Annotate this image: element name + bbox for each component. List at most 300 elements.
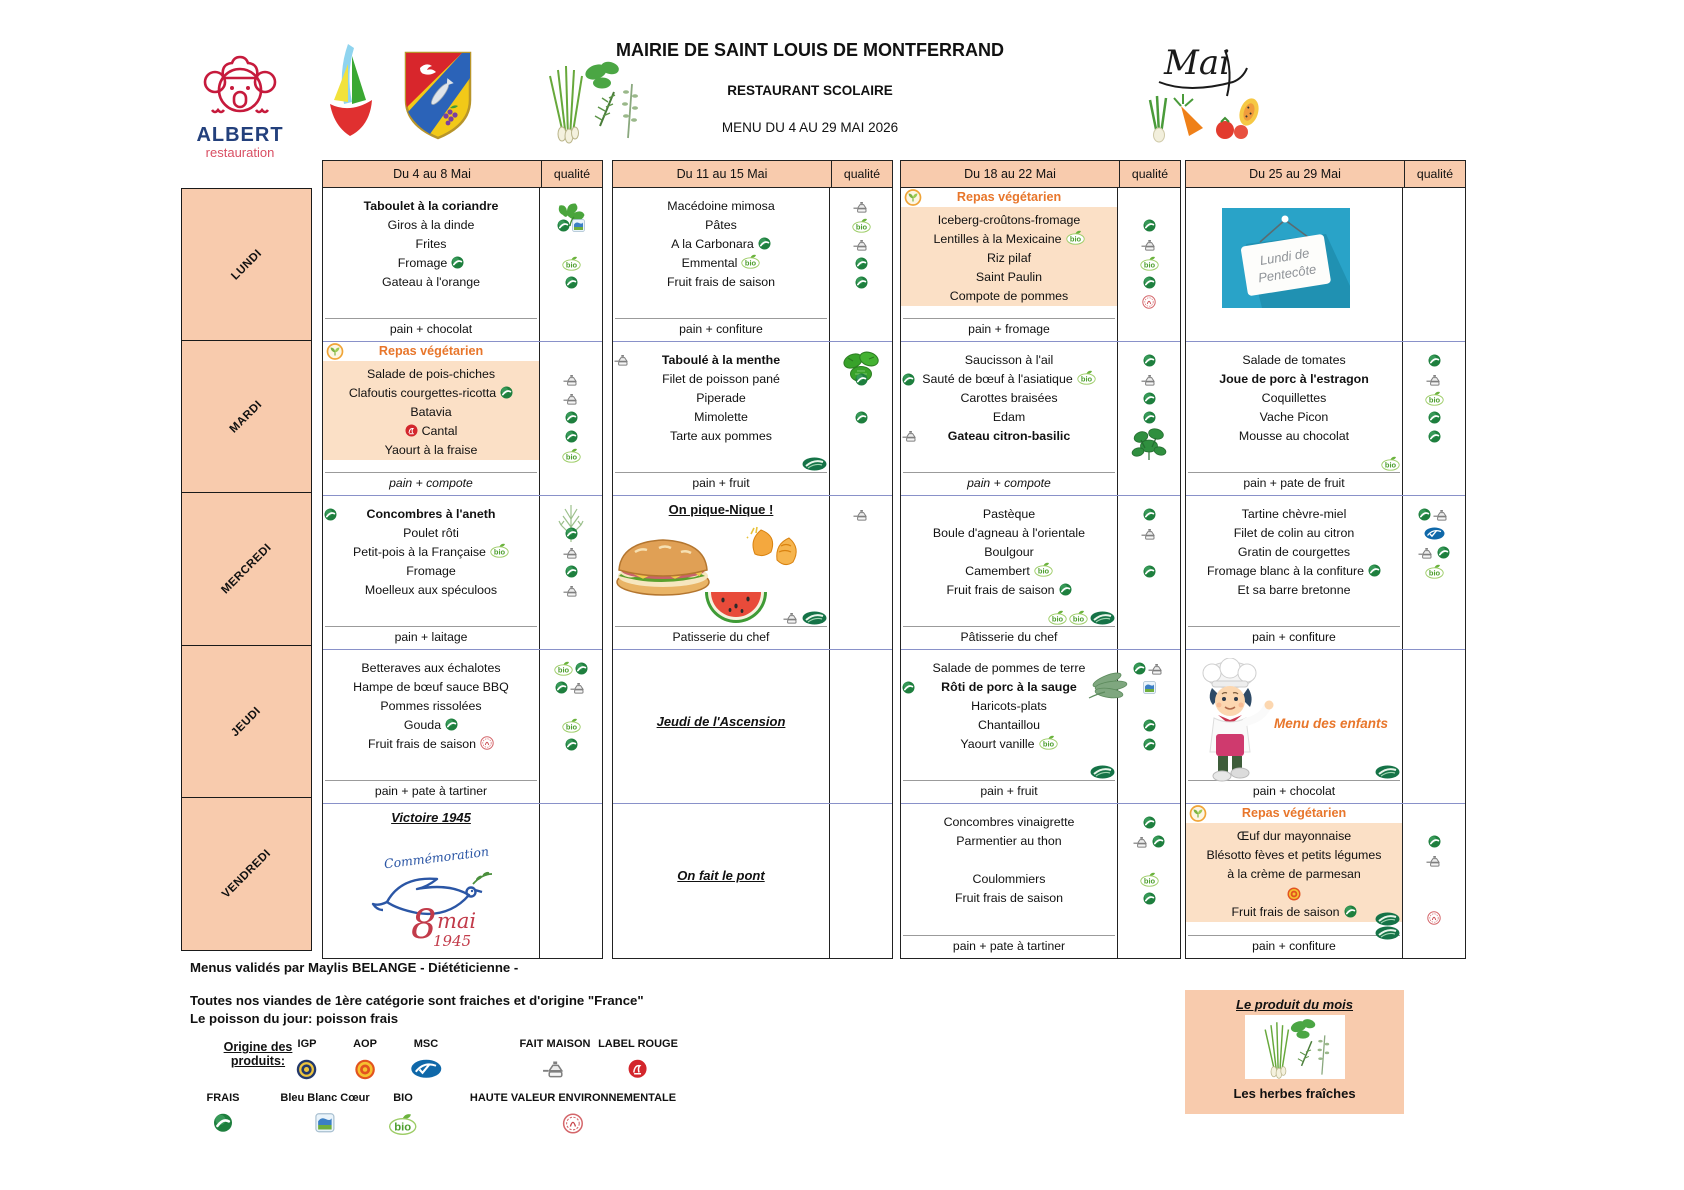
day-label-text: JEUDI <box>229 704 264 739</box>
vegetarian-meal-header <box>901 188 1117 207</box>
bio-icon <box>1066 230 1085 245</box>
menu-item <box>323 441 539 460</box>
menu-item <box>613 197 829 216</box>
menu-item <box>613 370 829 389</box>
bio-icon <box>741 254 760 269</box>
spacer <box>613 883 829 958</box>
legend-item-label-rouge <box>598 1038 678 1077</box>
menu-item-text: Moelleux aux spéculoos <box>364 583 498 597</box>
spacer <box>901 754 1117 780</box>
menu-content <box>323 650 540 803</box>
menu-items <box>901 496 1117 600</box>
fait-maison-icon <box>853 509 870 521</box>
quality-cell <box>540 804 602 958</box>
menu-item <box>901 716 1117 735</box>
quality-icons-row <box>540 273 602 292</box>
menu-item <box>323 678 539 697</box>
menu-item <box>901 697 1117 716</box>
quality-cell <box>830 496 892 649</box>
frais-icon <box>1428 430 1441 443</box>
bio-icon <box>562 448 581 463</box>
menu-item <box>901 287 1117 306</box>
menu-items <box>901 804 1117 908</box>
svg-text:8: 8 <box>411 902 437 948</box>
bbc-icon <box>1143 681 1156 694</box>
quality-icons-row <box>540 659 602 678</box>
mai-month-drawing-icon <box>1145 40 1263 151</box>
vegetarian-icon <box>1188 805 1208 822</box>
quality-cell <box>1118 188 1180 341</box>
day-label-mardi <box>181 340 312 494</box>
week-date-range: Du 11 au 15 Mai <box>613 161 832 187</box>
menu-items <box>323 650 539 754</box>
menu-item <box>1186 581 1402 600</box>
menu-item-text: Pâtes <box>705 218 737 232</box>
week-header <box>322 160 603 188</box>
frais-big-icon <box>802 457 827 471</box>
legend-item-bio <box>393 1092 413 1133</box>
legend-item-fait-maison <box>520 1038 591 1077</box>
menu-item <box>901 581 1117 600</box>
spacer <box>323 600 539 626</box>
quality-icons-row <box>830 581 892 600</box>
menu-content <box>901 496 1118 649</box>
fait-maison-icon <box>614 354 631 366</box>
menu-item <box>1186 505 1402 524</box>
menu-content <box>1186 650 1403 803</box>
menu-item-text: Haricots-plats <box>971 699 1047 713</box>
hve-icon <box>563 1113 584 1134</box>
basil-icon <box>1130 425 1168 463</box>
fait-maison-icon <box>563 585 580 597</box>
quality-icons-row <box>830 543 892 562</box>
week-header <box>612 160 893 188</box>
bio-icon <box>1069 610 1088 625</box>
chefboy-image <box>1192 658 1278 791</box>
menu-item-text: Frites <box>415 237 447 251</box>
menu-item-text: Joue de porc à l'estragon <box>1219 372 1369 386</box>
vegetarian-label: Repas végétarien <box>956 190 1062 204</box>
frais-icon <box>1143 354 1156 367</box>
quality-icons-row <box>1118 351 1180 370</box>
menu-content <box>613 188 830 341</box>
coat-of-arms-icon <box>402 50 474 147</box>
frais-icon <box>324 508 337 521</box>
svg-text:bio: bio <box>745 258 757 268</box>
menu-item <box>323 697 539 716</box>
menu-content <box>323 342 540 495</box>
quality-icons-row <box>540 678 602 697</box>
menu-item <box>901 851 1117 870</box>
special-note: Victoire 1945 <box>391 810 471 825</box>
menu-item-text: Pastèque <box>982 507 1036 521</box>
quality-icons-row <box>1118 735 1180 754</box>
quality-icons-row <box>1403 908 1465 927</box>
menu-item <box>613 351 829 370</box>
menu-item-text: Parmentier au thon <box>956 834 1062 848</box>
quality-icons-row <box>1118 292 1180 311</box>
menu-cell-jeudi <box>613 650 892 804</box>
fait-maison-icon <box>1141 239 1158 251</box>
quality-icons-row <box>1403 870 1465 889</box>
quality-icons-row <box>830 524 892 543</box>
menu-item-text: Batavia <box>410 405 452 419</box>
product-of-month-name: Les herbes fraîches <box>1233 1086 1356 1101</box>
frais-icon <box>902 373 915 386</box>
menu-item <box>613 389 829 408</box>
menu-cell-mardi <box>613 342 892 496</box>
quality-icons-row <box>540 254 602 273</box>
frais-icon <box>575 662 588 675</box>
quality-cell <box>830 188 892 341</box>
hve-icon <box>480 736 494 750</box>
quality-cell <box>540 188 602 341</box>
menu-item <box>1186 370 1402 389</box>
menu-item <box>901 524 1117 543</box>
menu-item-text: Poulet rôti <box>403 526 459 540</box>
menu-item <box>901 505 1117 524</box>
week-date-range: Du 4 au 8 Mai <box>323 161 542 187</box>
menu-content <box>1186 496 1403 649</box>
bio-icon <box>1381 456 1400 471</box>
menu-content <box>901 342 1118 495</box>
snack-footer: pain + compote <box>325 472 537 495</box>
snack-footer: pain + confiture <box>1188 626 1400 649</box>
menu-item <box>901 389 1117 408</box>
quality-cell <box>830 804 892 958</box>
menu-cell-vendredi <box>901 804 1180 958</box>
label-rouge-icon <box>628 1059 648 1079</box>
legend-label: IGP <box>297 1038 317 1050</box>
menu-item-text: Macédoine mimosa <box>667 199 775 213</box>
menu-item-text: Concombres vinaigrette <box>943 815 1075 829</box>
svg-text:Mai: Mai <box>1164 43 1230 83</box>
corner-quality-icons <box>1375 912 1400 940</box>
menu-items <box>1186 823 1402 922</box>
menu-item-text: Fromage blanc à la confiture <box>1206 564 1365 578</box>
dove-image <box>365 846 505 955</box>
svg-text:Lundi de: Lundi de <box>1258 245 1311 268</box>
bio-icon <box>1140 256 1159 271</box>
frais-icon <box>1368 564 1381 577</box>
menu-item-text: à la crème de parmesan <box>1227 867 1361 881</box>
msc-icon <box>410 1059 442 1079</box>
menu-cell-mardi <box>901 342 1180 496</box>
svg-text:bio: bio <box>1384 460 1397 470</box>
menu-item <box>323 524 539 543</box>
menu-item-text: Riz pilaf <box>986 251 1032 265</box>
menu-item-text: Salade de tomates <box>1242 353 1346 367</box>
bio-icon <box>852 218 871 233</box>
frais-icon <box>1152 835 1165 848</box>
menu-item <box>323 562 539 581</box>
spacer <box>323 292 539 318</box>
menu-content <box>613 650 830 803</box>
quality-icons-row <box>540 543 602 562</box>
quality-icons-row <box>1118 254 1180 273</box>
menu-item <box>613 254 829 273</box>
menu-item <box>901 543 1117 562</box>
snack-footer: Pâtisserie du chef <box>903 626 1115 649</box>
bio-icon <box>1034 562 1053 577</box>
svg-text:bio: bio <box>565 452 577 462</box>
quality-icons-row <box>1118 851 1180 870</box>
snack-footer: pain + chocolat <box>325 318 537 341</box>
menu-item-text: A la Carbonara <box>671 237 754 251</box>
menu-items <box>613 342 829 446</box>
menu-item-text: Fruit frais de saison <box>666 275 776 289</box>
menu-cell-lundi <box>901 188 1180 342</box>
menu-cell-mercredi <box>901 496 1180 650</box>
vegetarian-label: Repas végétarien <box>1241 806 1347 820</box>
svg-text:bio: bio <box>493 547 506 557</box>
menu-item-text: Tarte aux pommes <box>670 429 772 443</box>
corner-quality-icons <box>802 457 827 471</box>
menu-item <box>1186 427 1402 446</box>
menu-item-text: Fromage <box>406 564 456 578</box>
quality-icons-row <box>540 716 602 735</box>
fait-maison-icon <box>542 1060 568 1078</box>
menu-item <box>323 581 539 600</box>
menu-item <box>323 273 539 292</box>
menu-item-text: Clafoutis courgettes-ricotta <box>348 386 497 400</box>
menu-item <box>901 889 1117 908</box>
menu-item <box>1186 408 1402 427</box>
svg-text:bio: bio <box>1051 614 1064 624</box>
menu-item <box>323 716 539 735</box>
snack-footer: pain + pate à tartiner <box>325 780 537 803</box>
spacer <box>613 446 829 472</box>
menu-content <box>323 496 540 649</box>
corner-quality-icons <box>1381 456 1400 471</box>
quality-icons-row <box>1118 889 1180 908</box>
menu-item <box>901 832 1117 851</box>
frais-icon <box>902 681 915 694</box>
svg-text:bio: bio <box>394 1121 412 1134</box>
bio-icon <box>554 661 573 676</box>
menu-item-text: Fruit frais de saison <box>946 583 1055 597</box>
quality-icons-row <box>540 505 602 524</box>
quality-icons-row <box>1403 889 1465 908</box>
quality-icons-row <box>1118 832 1180 851</box>
menu-item-text: Iceberg-croûtons-fromage <box>937 213 1081 227</box>
week-column-1 <box>322 160 603 959</box>
menu-item <box>901 813 1117 832</box>
frais-icon <box>1143 219 1156 232</box>
spacer <box>901 908 1117 935</box>
bio-icon <box>1077 370 1096 385</box>
menu-cell-mercredi <box>613 496 892 650</box>
fait-maison-icon <box>1141 528 1158 540</box>
frais-icon <box>1143 411 1156 424</box>
menu-item-text: Camembert <box>965 564 1030 578</box>
menu-content <box>901 188 1118 341</box>
frais-big-icon <box>1090 611 1115 625</box>
day-label-column <box>181 188 312 951</box>
menu-item-text: Betteraves aux échalotes <box>361 661 501 675</box>
header-titles <box>540 40 1080 135</box>
spacer <box>323 754 539 780</box>
svg-text:Pentecôte: Pentecôte <box>1257 261 1318 286</box>
quality-icons-row <box>1118 697 1180 716</box>
menu-content <box>1186 342 1403 495</box>
special-note: On fait le pont <box>677 868 765 883</box>
quality-column-header: qualité <box>1416 167 1454 181</box>
menu-cell-lundi <box>323 188 602 342</box>
menu-item-text: Gratin de courgettes <box>1237 545 1351 559</box>
quality-icons-row <box>1118 659 1180 678</box>
quality-cell <box>540 650 602 803</box>
svg-text:bio: bio <box>1072 614 1085 624</box>
frais-icon <box>451 256 464 269</box>
quality-cell <box>1118 650 1180 803</box>
menu-item <box>901 230 1117 249</box>
fait-maison-icon <box>783 612 800 624</box>
menu-item-text: Mousse au chocolat <box>1238 429 1350 443</box>
bio-icon <box>490 543 509 558</box>
quality-icons-row <box>1403 524 1465 543</box>
commune-logo-icon <box>320 42 380 151</box>
quality-icons-row <box>830 216 892 235</box>
product-of-month-box <box>1185 990 1404 1114</box>
quality-icons-row <box>830 408 892 427</box>
menu-item-text: Filet de colin au citron <box>1233 526 1355 540</box>
menu-item <box>323 384 539 403</box>
menu-item-text: Boulgour <box>984 545 1034 559</box>
menu-item <box>613 216 829 235</box>
snack-footer: pain + compote <box>903 472 1115 495</box>
fait-maison-icon <box>570 682 587 694</box>
frais-big-icon <box>1375 926 1400 940</box>
menu-item-text: Emmental <box>681 256 738 270</box>
menu-item-text: Fruit frais de saison <box>367 737 477 751</box>
quality-icons-row <box>830 273 892 292</box>
fait-maison-icon <box>563 393 580 405</box>
legend-item-bbc <box>280 1092 369 1131</box>
quality-icons-row <box>540 197 602 216</box>
menu-item <box>1186 846 1402 865</box>
quality-cell <box>1403 650 1465 803</box>
aop-icon <box>355 1059 376 1080</box>
quality-icons-row <box>1403 581 1465 600</box>
snack-footer: pain + pate à tartiner <box>903 935 1115 958</box>
quality-cell <box>540 496 602 649</box>
menu-item <box>323 216 539 235</box>
svg-text:bio: bio <box>1069 234 1081 244</box>
menu-item <box>1186 827 1402 846</box>
corner-quality-icons <box>1375 765 1400 779</box>
koala-chef-icon <box>198 107 282 124</box>
legend-label: LABEL ROUGE <box>598 1038 678 1050</box>
legend-label: HAUTE VALEUR ENVIRONNEMENTALE <box>469 1092 677 1104</box>
quality-icons-row <box>1118 678 1180 697</box>
menu-content <box>1186 188 1403 341</box>
quality-icons-row <box>1403 832 1465 851</box>
fait-maison-icon <box>563 374 580 386</box>
menu-item-text: Et sa barre bretonne <box>1237 583 1351 597</box>
vegetarian-icon <box>325 343 345 360</box>
menu-content <box>613 342 830 495</box>
frais-icon <box>855 257 868 270</box>
menu-item-text: Salade de pois-chiches <box>366 367 496 381</box>
quality-cell <box>830 342 892 495</box>
quality-icons-row <box>540 735 602 754</box>
page-subtitle: RESTAURANT SCOLAIRE <box>727 83 893 98</box>
menu-content <box>613 496 830 649</box>
frais-icon <box>1418 508 1431 521</box>
svg-text:bio: bio <box>1080 374 1092 384</box>
menu-item-text: Chantaillou <box>978 718 1040 732</box>
menu-item <box>1186 562 1402 581</box>
menu-item <box>613 408 829 427</box>
week-body <box>900 188 1181 959</box>
svg-text:bio: bio <box>1143 876 1155 886</box>
legend-label: FAIT MAISON <box>519 1038 591 1050</box>
menu-item-text: Fruit frais de saison <box>1231 905 1340 919</box>
menu-content <box>613 804 830 958</box>
menu-cell-mardi <box>1186 342 1465 496</box>
frais-icon <box>445 718 458 731</box>
menu-item-text: Salade de pommes de terre <box>932 661 1086 675</box>
quality-icons-row <box>1118 216 1180 235</box>
legend-title-line1: Origine des <box>223 1040 293 1054</box>
quality-icons-row <box>1403 427 1465 446</box>
quality-icons-row <box>540 427 602 446</box>
quality-icons-row <box>1403 370 1465 389</box>
spacer <box>613 729 829 803</box>
menu-item-text: Gateau citron-basilic <box>947 429 1071 443</box>
quality-icons-row <box>830 427 892 446</box>
quality-icons-row <box>1403 562 1465 581</box>
menu-item <box>323 254 539 273</box>
vegetarian-icon <box>903 189 923 206</box>
menu-item-text: Filet de poisson pané <box>662 372 780 386</box>
spacer <box>1186 446 1402 472</box>
special-note: On pique-Nique ! <box>668 502 774 517</box>
menu-item <box>901 211 1117 230</box>
fait-maison-icon <box>1426 374 1443 386</box>
menu-item-text: Giros à la dinde <box>387 218 475 232</box>
menu-cell-mercredi <box>323 496 602 650</box>
svg-text:bio: bio <box>1042 739 1054 749</box>
frais-icon <box>1143 508 1156 521</box>
fish-note: Le poisson du jour: poisson frais <box>190 1011 399 1026</box>
spacer <box>901 446 1117 472</box>
menu-cell-lundi <box>1186 188 1465 342</box>
week-body <box>612 188 893 959</box>
quality-icons-row <box>1118 273 1180 292</box>
quality-icons-row <box>1118 505 1180 524</box>
legend-item-igp <box>298 1038 317 1078</box>
fait-maison-icon <box>1433 509 1450 521</box>
quality-icons-row <box>540 446 602 465</box>
menu-cell-mardi <box>323 342 602 496</box>
menu-item <box>901 678 1117 697</box>
quality-icons-row <box>540 389 602 408</box>
spacer <box>1186 922 1402 935</box>
menu-item-text: Carottes braisées <box>960 391 1058 405</box>
menu-period: MENU DU 4 AU 29 MAI 2026 <box>721 120 899 135</box>
fait-maison-icon <box>1148 663 1165 675</box>
frais-icon <box>565 276 578 289</box>
day-label-text: LUNDI <box>228 247 265 283</box>
albert-logo <box>185 50 295 160</box>
menu-item <box>613 273 829 292</box>
product-of-month-title: Le produit du mois <box>1236 997 1353 1012</box>
menu-item-text: Blésotto fèves et petits légumes <box>1206 848 1382 862</box>
menu-item-text: Saint Paulin <box>975 270 1043 284</box>
quality-icons-row <box>1118 543 1180 562</box>
